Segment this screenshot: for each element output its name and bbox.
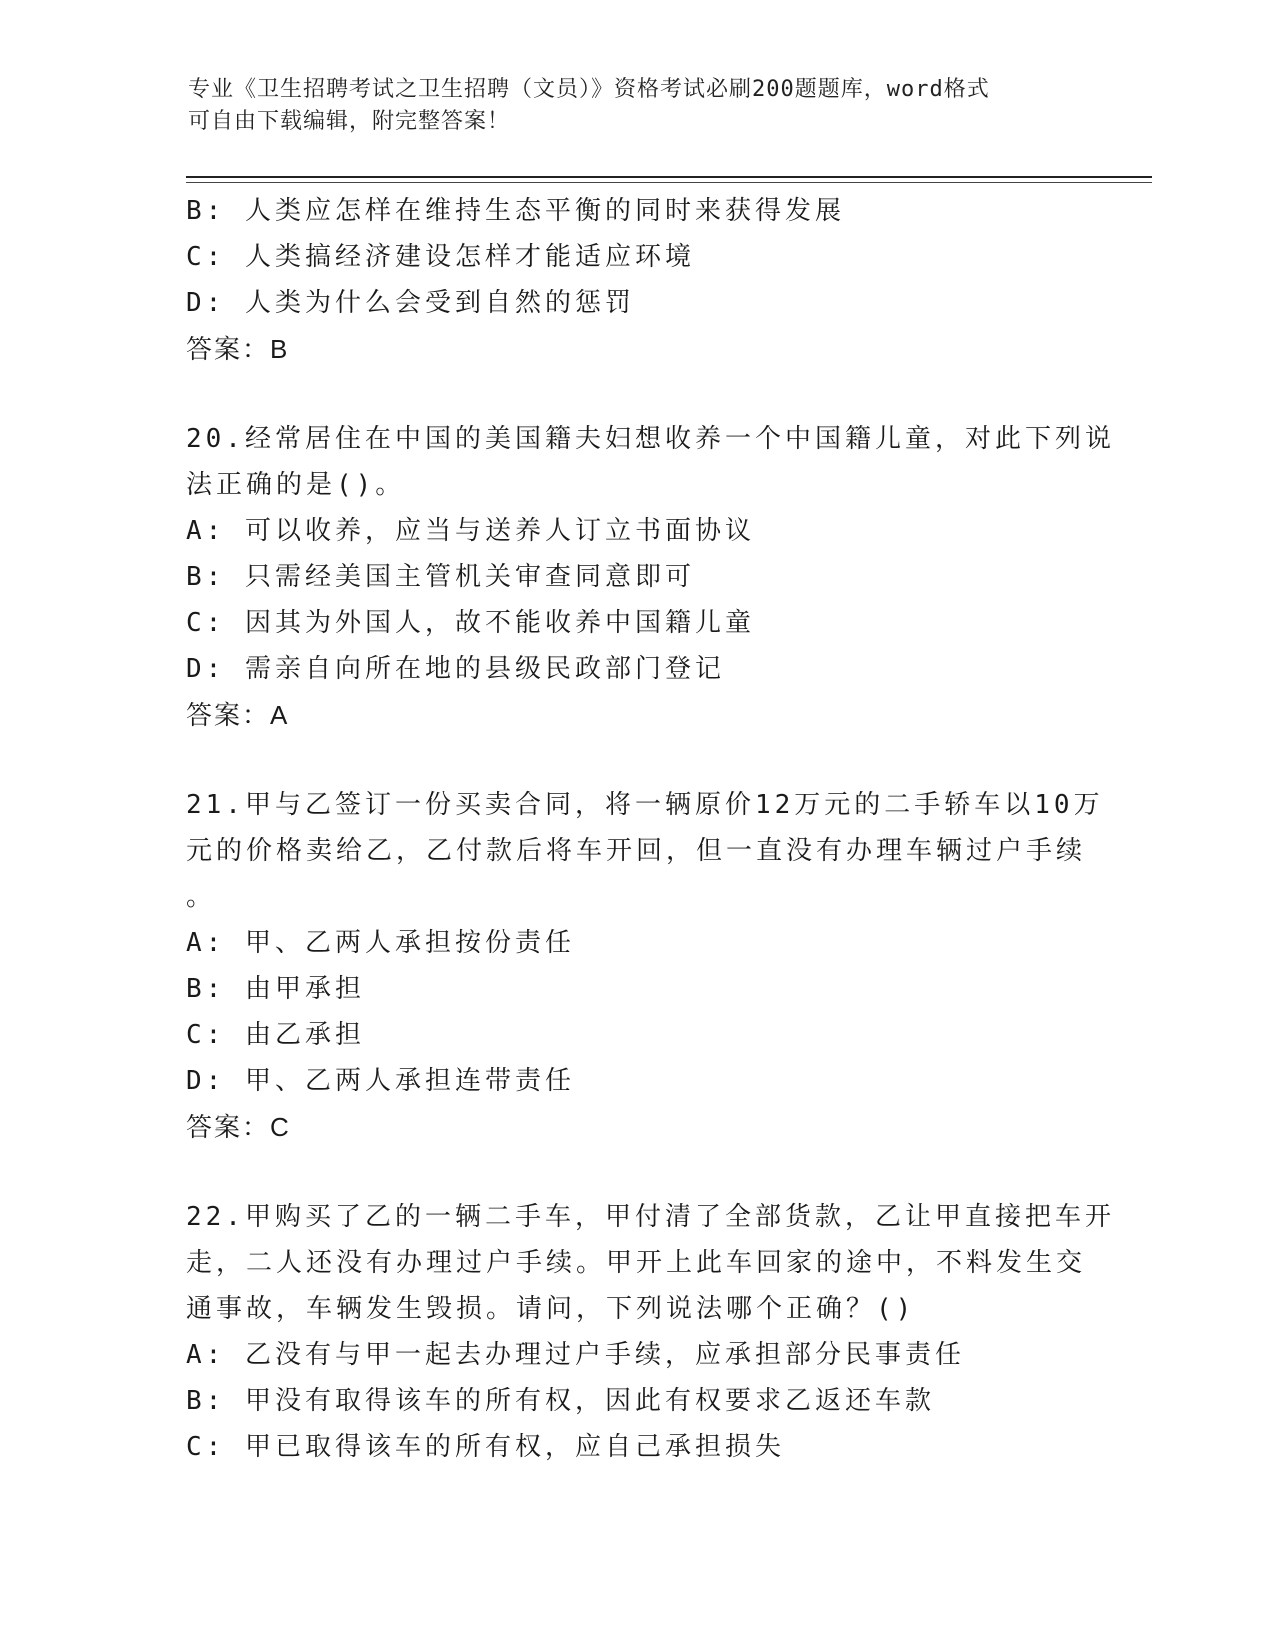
question-list <box>186 188 1115 1470</box>
option-b: B: 人类应怎样在维持生态平衡的同时来获得发展 <box>186 196 845 226</box>
question-spacer <box>186 738 1086 782</box>
question-stem-line: 21.甲与乙签订一份买卖合同，将一辆原价12万元的二手轿车以10万 <box>186 790 1104 820</box>
option-a: A: 可以收养，应当与送养人订立书面协议 <box>186 516 755 546</box>
question-stem-line: 走，二人还没有办理过户手续。甲开上此车回家的途中，不料发生交 <box>186 1248 1087 1278</box>
header-divider-thick <box>186 176 1152 178</box>
option-b: B: 由甲承担 <box>186 974 365 1004</box>
option-c: C: 甲已取得该车的所有权，应自己承担损失 <box>186 1432 785 1462</box>
question-stem-line: 元的价格卖给乙，乙付款后将车开回，但一直没有办理车辆过户手续 <box>186 836 1087 866</box>
option-a: A: 乙没有与甲一起去办理过户手续，应承担部分民事责任 <box>186 1340 965 1370</box>
answer-key: 答案：A <box>186 700 290 730</box>
option-c: C: 由乙承担 <box>186 1020 365 1050</box>
question-spacer <box>186 372 1086 416</box>
question-21 <box>186 782 1104 1150</box>
option-c: C: 因其为外国人，故不能收养中国籍儿童 <box>186 608 755 638</box>
option-c: C: 人类搞经济建设怎样才能适应环境 <box>186 242 695 272</box>
question-stem-line: 通事故，车辆发生毁损。请问，下列说法哪个正确？() <box>186 1294 916 1324</box>
header-title-line-2: 可自由下载编辑，附完整答案！ <box>188 109 511 134</box>
question-stem-line: 。 <box>186 882 217 912</box>
option-b: B: 只需经美国主管机关审查同意即可 <box>186 562 695 592</box>
answer-key: 答案：C <box>186 1112 291 1142</box>
option-d: D: 甲、乙两人承担连带责任 <box>186 1066 575 1096</box>
question-19 <box>186 188 1086 372</box>
header-divider-thin <box>186 182 1152 183</box>
option-d: D: 人类为什么会受到自然的惩罚 <box>186 288 635 318</box>
question-20 <box>186 416 1115 738</box>
option-a: A: 甲、乙两人承担按份责任 <box>186 928 575 958</box>
question-stem-line: 22.甲购买了乙的一辆二手车，甲付清了全部货款，乙让甲直接把车开 <box>186 1202 1115 1232</box>
question-spacer <box>186 1150 1086 1194</box>
page-header <box>188 74 1088 138</box>
header-title-line-1: 专业《卫生招聘考试之卫生招聘（文员）》资格考试必刷200题题库，word格式 <box>188 77 990 102</box>
question-stem-line: 法正确的是()。 <box>186 470 406 500</box>
question-22 <box>186 1194 1115 1470</box>
answer-key: 答案：B <box>186 334 290 364</box>
option-d: D: 需亲自向所在地的县级民政部门登记 <box>186 654 725 684</box>
option-b: B: 甲没有取得该车的所有权，因此有权要求乙返还车款 <box>186 1386 935 1416</box>
question-stem-line: 20.经常居住在中国的美国籍夫妇想收养一个中国籍儿童，对此下列说 <box>186 424 1115 454</box>
